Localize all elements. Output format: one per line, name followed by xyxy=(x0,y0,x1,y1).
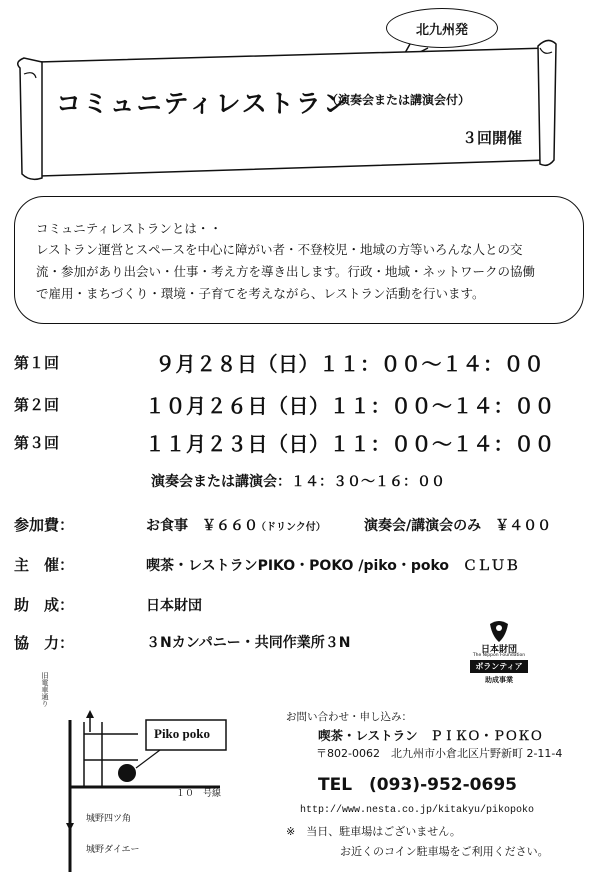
info-line-3: 流・参加があり出会い・仕事・考え方を導き出します。行政・地域・ネットワークの協働 xyxy=(36,264,536,279)
organizer-value: 喫茶・レストランPIKO・POKO /piko・poko ＣＬＵＢ xyxy=(146,558,520,574)
fee-concert-only: 演奏会/講演会のみ ￥４００ xyxy=(364,518,552,534)
info-line-2: レストラン運営とスペースを中心に障がい者・不登校児・地域の方等いろんな人との交 xyxy=(36,242,523,257)
concert-time: 演奏会または講演会：１４：３０〜１６：００ xyxy=(151,474,445,490)
map-landmark-1: 城野四ツ角 xyxy=(86,814,132,824)
shop-marker-icon xyxy=(118,764,136,782)
map-road-vertical: 旧電車通り xyxy=(41,672,49,707)
contact-shop: 喫茶・レストラン ＰＩＫＯ・ＰＯＫＯ xyxy=(318,728,543,743)
info-box xyxy=(14,196,584,324)
session-2-label: 第２回 xyxy=(14,396,60,414)
cooperation-value: ３Nカンパニー・共同作業所３N xyxy=(146,635,351,651)
support-label: 助 成： xyxy=(14,596,75,614)
session-1-time: ９月２８日（日）１１：００〜１４：００ xyxy=(155,352,545,376)
fee-meal: お食事 ￥６６０ xyxy=(146,518,258,534)
fee-label: 参加費： xyxy=(14,516,75,534)
map-landmark-2: 城野ダイエー xyxy=(86,845,140,855)
contact-heading: お問い合わせ・申し込み： xyxy=(286,711,412,723)
map-road-horizontal: １０ 号線 xyxy=(176,789,222,799)
session-2-time: １０月２６日（日）１１：００〜１４：００ xyxy=(145,394,555,418)
logo-band: ボランティア xyxy=(470,660,528,673)
support-value: 日本財団 xyxy=(146,598,202,614)
cooperation-label: 協 力： xyxy=(14,634,75,652)
session-3-time: １１月２３日（日）１１：００〜１４：００ xyxy=(145,432,555,456)
banner-subtitle: （演奏会または講演会付） xyxy=(326,93,471,107)
banner-title: コミュニティレストラン xyxy=(56,89,350,118)
session-1-label: 第１回 xyxy=(14,354,60,372)
logo-english: The Nippon Foundation xyxy=(472,653,526,658)
contact-note-1: ※ 当日、駐車場はございません。 xyxy=(286,825,461,838)
contact-tel: TEL (093)-952-0695 xyxy=(318,775,517,795)
session-3-label: 第３回 xyxy=(14,434,60,452)
info-line-1: コミュニティレストランとは・・ xyxy=(36,221,222,236)
origin-text: 北九州発 xyxy=(415,22,468,38)
fee-meal-note: （ドリンク付） xyxy=(256,522,326,533)
logo-name: 日本財団 xyxy=(480,645,517,655)
info-line-4: で雇用・まちづくり・環境・子育てを考えながら、レストラン活動を行います。 xyxy=(36,286,485,301)
nippon-foundation-logo xyxy=(468,620,530,690)
map-shop-label: Piko poko xyxy=(154,726,210,741)
contact-note-2: お近くのコイン駐車場をご利用ください。 xyxy=(340,845,549,858)
contact-address: 〒802-0062 北九州市小倉北区片野新町 2-11-4 xyxy=(316,747,563,760)
banner-count: ３回開催 xyxy=(462,129,523,147)
contact-url[interactable]: http://www.nesta.co.jp/kitakyu/pikopoko xyxy=(300,805,535,816)
logo-sub: 助成事業 xyxy=(485,676,513,684)
organizer-label: 主 催： xyxy=(14,556,75,574)
